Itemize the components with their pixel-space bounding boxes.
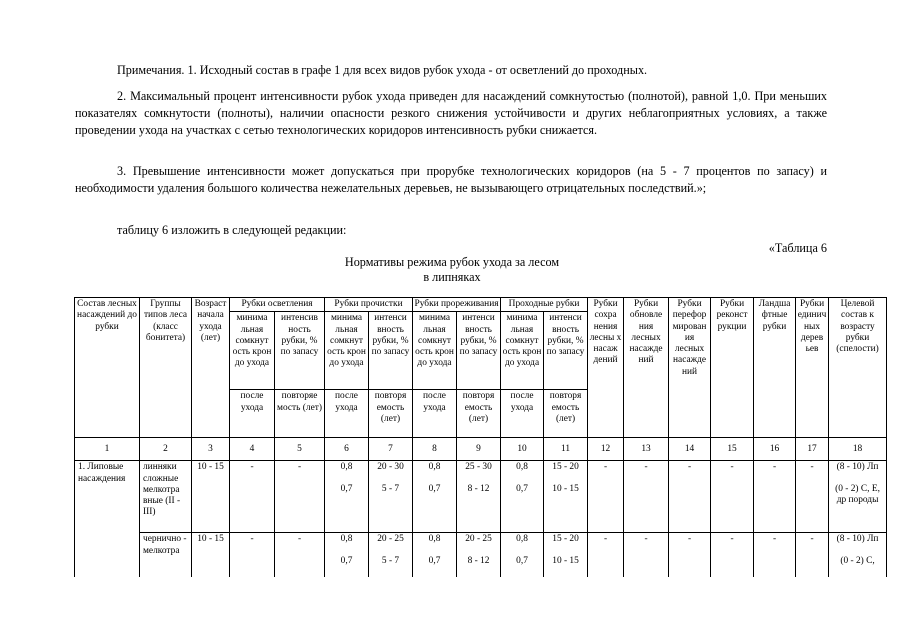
value-cell: - [754, 461, 796, 533]
value-cell [544, 461, 588, 533]
table-reference: «Таблица 6 [768, 241, 827, 255]
note-2: 2. Максимальный процент интенсивности рубок ухода приведен для насаждений сомкнутостью (полнотой), равной 1,0. При меньших показателях сомкнутости (полноты), наличии опасности резкого снижения устойчивости и других неблагоприятных условиях, а также проведении ухода на участках с сетью технологических коридоров интенсивность рубки снижается. [75, 89, 827, 137]
column-number: 17 [796, 438, 829, 461]
value-before: 0,8 [428, 462, 441, 473]
value-cell: - [796, 461, 829, 533]
header-after-care: после ухода [501, 390, 544, 438]
value-cell [501, 533, 544, 577]
column-number: 3 [192, 438, 230, 461]
value-cell: - [624, 461, 669, 533]
column-number: 8 [413, 438, 457, 461]
value-cell: - [588, 533, 624, 577]
caption-line-2: в липняках [423, 270, 481, 284]
header-repeat: повторяе мость (лет) [275, 390, 325, 438]
header-intensity: интенси вность рубки, % по запасу [457, 312, 501, 390]
target-main: (8 - 10) Лп [836, 534, 879, 545]
column-number: 7 [369, 438, 413, 461]
value-after: 5 - 7 [381, 483, 400, 494]
column-number: 16 [754, 438, 796, 461]
header-min-density: минима льная сомкнут ость крон до ухода [230, 312, 275, 390]
value-cell: - [796, 533, 829, 577]
composition-cell: 1. Липовые насаждения [75, 461, 140, 577]
target-other: (0 - 2) С, [840, 555, 875, 566]
target-main: (8 - 10) Лп [836, 462, 879, 473]
start-age-cell: 10 - 15 [192, 533, 230, 577]
header-intensity: интенси вность рубки, % по запасу [544, 312, 588, 390]
value-cell: - [754, 533, 796, 577]
value-after: 0,7 [340, 483, 353, 494]
column-number: 1 [75, 438, 140, 461]
column-number: 18 [829, 438, 887, 461]
header-passing: Проходные рубки [501, 298, 588, 312]
value-after: 8 - 12 [467, 555, 490, 566]
header-min-density: минима льная сомкнут ость крон до ухода [413, 312, 457, 390]
norms-table [74, 297, 887, 577]
value-cell: - [624, 533, 669, 577]
value-after: 10 - 15 [552, 555, 579, 566]
value-cell: - [711, 533, 754, 577]
value-before: 20 - 30 [377, 462, 404, 473]
value-after: 0,7 [340, 555, 353, 566]
header-reconstruction: Рубки реконст рукции [711, 298, 754, 438]
table-intro: таблицу 6 изложить в следующей редакции: [117, 223, 347, 237]
column-number: 4 [230, 438, 275, 461]
column-number: 6 [325, 438, 369, 461]
header-landscape: Ландша фтные рубки [754, 298, 796, 438]
header-thinning: Рубки прореживания [413, 298, 501, 312]
value-before: 0,8 [516, 462, 528, 473]
value-before: 15 - 20 [552, 462, 579, 473]
header-intensity: интенси вность рубки, % по запасу [369, 312, 413, 390]
start-age-cell: 10 - 15 [192, 461, 230, 533]
value-cell [544, 533, 588, 577]
header-composition: Состав лесных насаждений до рубки [75, 298, 140, 438]
value-after: 0,7 [516, 483, 528, 494]
header-after-care: после ухода [230, 390, 275, 438]
header-clearing: Рубки осветления [230, 298, 325, 312]
value-cell: - [230, 461, 275, 533]
value-cell: - [275, 533, 325, 577]
value-before: 0,8 [340, 534, 353, 545]
value-cell [325, 461, 369, 533]
header-single-trees: Рубки единич ных дерев ьев [796, 298, 829, 438]
column-number: 14 [669, 438, 711, 461]
value-cell [457, 461, 501, 533]
header-repeat: повторя емость (лет) [457, 390, 501, 438]
header-reformation: Рубки перефор мирован ия лесных насажде ний [669, 298, 711, 438]
column-number: 12 [588, 438, 624, 461]
value-cell: - [669, 533, 711, 577]
value-before: 0,8 [516, 534, 528, 545]
value-cell: - [275, 461, 325, 533]
value-after: 8 - 12 [467, 483, 490, 494]
value-after: 0,7 [516, 555, 528, 566]
value-cell [369, 533, 413, 577]
value-after: 0,7 [428, 483, 441, 494]
header-intensity: интенсив ность рубки, % по запасу [275, 312, 325, 390]
value-cell: - [230, 533, 275, 577]
value-cell [325, 533, 369, 577]
header-after-care: после ухода [325, 390, 369, 438]
column-number: 15 [711, 438, 754, 461]
value-cell [413, 461, 457, 533]
value-before: 25 - 30 [465, 462, 492, 473]
forest-group-cell: линняки сложные мелкотра вные (II - III) [140, 461, 192, 533]
value-cell: - [711, 461, 754, 533]
value-cell [457, 533, 501, 577]
value-cell: - [588, 461, 624, 533]
value-before: 15 - 20 [552, 534, 579, 545]
note-3: 3. Превышение интенсивности может допускаться при прорубке технологических коридоров (на 5 - 7 процентов по запасу) и необходимости удаления большого количества нежелательных деревьев, не вызывающего отрицательных последствий.»; [75, 164, 827, 195]
value-before: 20 - 25 [465, 534, 492, 545]
value-after: 0,7 [428, 555, 441, 566]
header-forest-group: Группы типов леса (класс бонитета) [140, 298, 192, 438]
value-after: 5 - 7 [381, 555, 400, 566]
header-row-1 [75, 298, 887, 312]
header-after-care: после ухода [413, 390, 457, 438]
column-number: 2 [140, 438, 192, 461]
value-before: 0,8 [340, 462, 353, 473]
value-after: 10 - 15 [552, 483, 579, 494]
column-number: 10 [501, 438, 544, 461]
value-cell [501, 461, 544, 533]
value-cell [413, 533, 457, 577]
header-min-density: минима льная сомкнут ость крон до ухода [501, 312, 544, 390]
value-cell: - [669, 461, 711, 533]
column-number: 9 [457, 438, 501, 461]
forest-group-cell: чернично - мелкотра [140, 533, 192, 577]
column-number: 11 [544, 438, 588, 461]
value-before: 0,8 [428, 534, 441, 545]
table-row [75, 533, 887, 577]
target-other: (0 - 2) С, Е, др породы [835, 483, 880, 505]
header-preservation: Рубки сохра нения лесны х насаж дений [588, 298, 624, 438]
value-before: 20 - 25 [377, 534, 404, 545]
column-numbers-row [75, 438, 887, 461]
note-1: Примечания. 1. Исходный состав в графе 1 для всех видов рубок ухода - от осветлений до проходных. [117, 63, 648, 77]
column-number: 13 [624, 438, 669, 461]
target-composition-cell [829, 533, 887, 577]
caption-line-1: Нормативы режима рубок ухода за лесом [344, 255, 560, 269]
header-repeat: повторя емость (лет) [369, 390, 413, 438]
header-repeat: повторя емость (лет) [544, 390, 588, 438]
header-min-density: минима льная сомкнут ость крон до ухода [325, 312, 369, 390]
table-row [75, 461, 887, 533]
table-caption [0, 255, 904, 285]
value-cell [369, 461, 413, 533]
header-start-age: Возраст начала ухода (лет) [192, 298, 230, 438]
target-composition-cell [829, 461, 887, 533]
header-renewal: Рубки обновле ния лесных насажде ний [624, 298, 669, 438]
header-cleaning: Рубки прочистки [325, 298, 413, 312]
column-number: 5 [275, 438, 325, 461]
header-target-composition: Целевой состав к возрасту рубки (спелости) [829, 298, 887, 438]
